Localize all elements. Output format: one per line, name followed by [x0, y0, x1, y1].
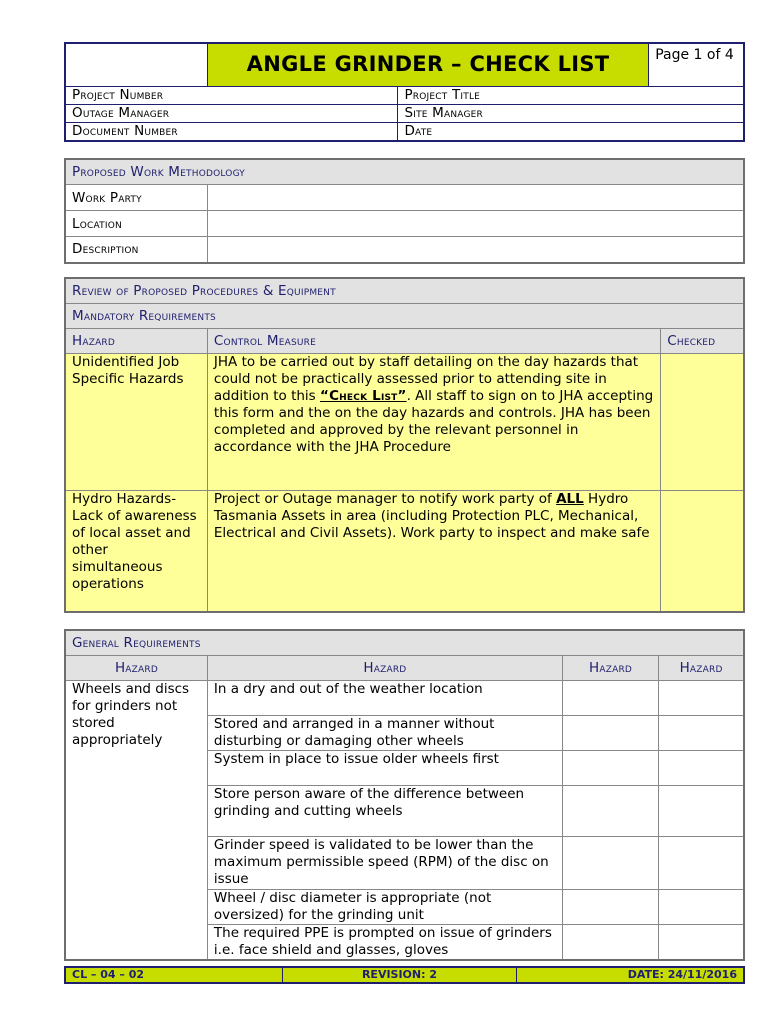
review-heading: Review of Proposed Procedures & Equipment: [65, 278, 744, 304]
control-1-checklist: “Check List”: [320, 388, 407, 404]
page-number: Page 1 of 4: [649, 43, 744, 86]
description-label: Description: [65, 237, 207, 263]
document-footer: [64, 966, 745, 984]
general-control-2: Stored and arranged in a manner without disturbing or damaging other wheels: [207, 716, 562, 751]
mandatory-control-1: [207, 354, 660, 491]
general-control-3: System in place to issue older wheels first: [207, 751, 562, 786]
general-heading: General Requirements: [65, 630, 744, 656]
site-manager-label: Site Manager: [398, 104, 744, 122]
project-title-label: Project Title: [398, 86, 744, 104]
page-title: ANGLE GRINDER – CHECK LIST: [207, 43, 648, 86]
general-check-b-2[interactable]: [659, 716, 744, 751]
mandatory-checked-1[interactable]: [661, 354, 744, 491]
general-check-b-7[interactable]: [659, 925, 744, 961]
mandatory-hazard-2: Hydro Hazards- Lack of awareness of local asset and other simultaneous operations: [65, 491, 207, 612]
general-col-4: Hazard: [659, 656, 744, 681]
general-check-a-7[interactable]: [562, 925, 658, 961]
general-check-a-1[interactable]: [562, 681, 658, 716]
description-value[interactable]: [207, 237, 744, 263]
project-number-label: Project Number: [65, 86, 398, 104]
work-party-label: Work Party: [65, 185, 207, 211]
general-control-4: Store person aware of the difference between grinding and cutting wheels: [207, 786, 562, 837]
footer-revision: REVISION: 2: [283, 967, 517, 983]
general-check-a-3[interactable]: [562, 751, 658, 786]
work-party-value[interactable]: [207, 185, 744, 211]
general-col-3: Hazard: [562, 656, 658, 681]
col-control-measure: Control Measure: [207, 329, 660, 354]
control-1-text-c: . All staff to sign on to JHA accepting this form and the on the day hazards and controls. JHA has been completed and approved by the relevant personnel in accordance with the JHA Procedure: [213, 388, 654, 455]
mandatory-checked-2[interactable]: [661, 491, 744, 612]
general-check-b-6[interactable]: [659, 890, 744, 925]
general-check-b-5[interactable]: [659, 837, 744, 890]
location-value[interactable]: [207, 211, 744, 237]
general-check-b-1[interactable]: [659, 681, 744, 716]
general-check-a-4[interactable]: [562, 786, 658, 837]
general-hazard: Wheels and discs for grinders not stored appropriately: [65, 681, 207, 961]
control-2-text-a: Project or Outage manager to notify work party of: [213, 491, 557, 507]
col-hazard: Hazard: [65, 329, 207, 354]
general-col-2: Hazard: [207, 656, 562, 681]
methodology-heading: Proposed Work Methodology: [65, 159, 744, 185]
control-1-text-a: JHA to be carried out by staff detailing on the day hazards that could not be practically assessed prior to attending site in addition to this: [213, 354, 639, 404]
outage-manager-label: Outage Manager: [65, 104, 398, 122]
footer-doc-code: CL – 04 – 02: [65, 967, 283, 983]
mandatory-heading: Mandatory Requirements: [65, 304, 744, 329]
general-section: [64, 629, 745, 961]
general-control-7: The required PPE is prompted on issue of grinders i.e. face shield and glasses, gloves: [207, 925, 562, 961]
review-section: [64, 277, 745, 613]
general-control-1: In a dry and out of the weather location: [207, 681, 562, 716]
general-col-1: Hazard: [65, 656, 207, 681]
document-number-label: Document Number: [65, 122, 398, 141]
general-check-b-3[interactable]: [659, 751, 744, 786]
mandatory-hazard-1: Unidentified Job Specific Hazards: [65, 354, 207, 491]
document-header: [64, 42, 745, 142]
methodology-section: [64, 158, 745, 264]
control-2-text-c: Hydro Tasmania Assets in area (including Protection PLC, Mechanical, Electrical and Civil Assets). Work party to inspect and make safe: [213, 491, 650, 541]
header-logo-cell: [65, 43, 207, 86]
mandatory-control-2: [207, 491, 660, 612]
location-label: Location: [65, 211, 207, 237]
general-check-a-6[interactable]: [562, 890, 658, 925]
general-check-a-2[interactable]: [562, 716, 658, 751]
general-check-a-5[interactable]: [562, 837, 658, 890]
control-2-all: ALL: [556, 491, 584, 507]
footer-date: DATE: 24/11/2016: [516, 967, 744, 983]
col-checked: Checked: [661, 329, 744, 354]
general-control-5: Grinder speed is validated to be lower than the maximum permissible speed (RPM) of the disc on issue: [207, 837, 562, 890]
date-label: Date: [398, 122, 744, 141]
general-control-6: Wheel / disc diameter is appropriate (not oversized) for the grinding unit: [207, 890, 562, 925]
general-check-b-4[interactable]: [659, 786, 744, 837]
